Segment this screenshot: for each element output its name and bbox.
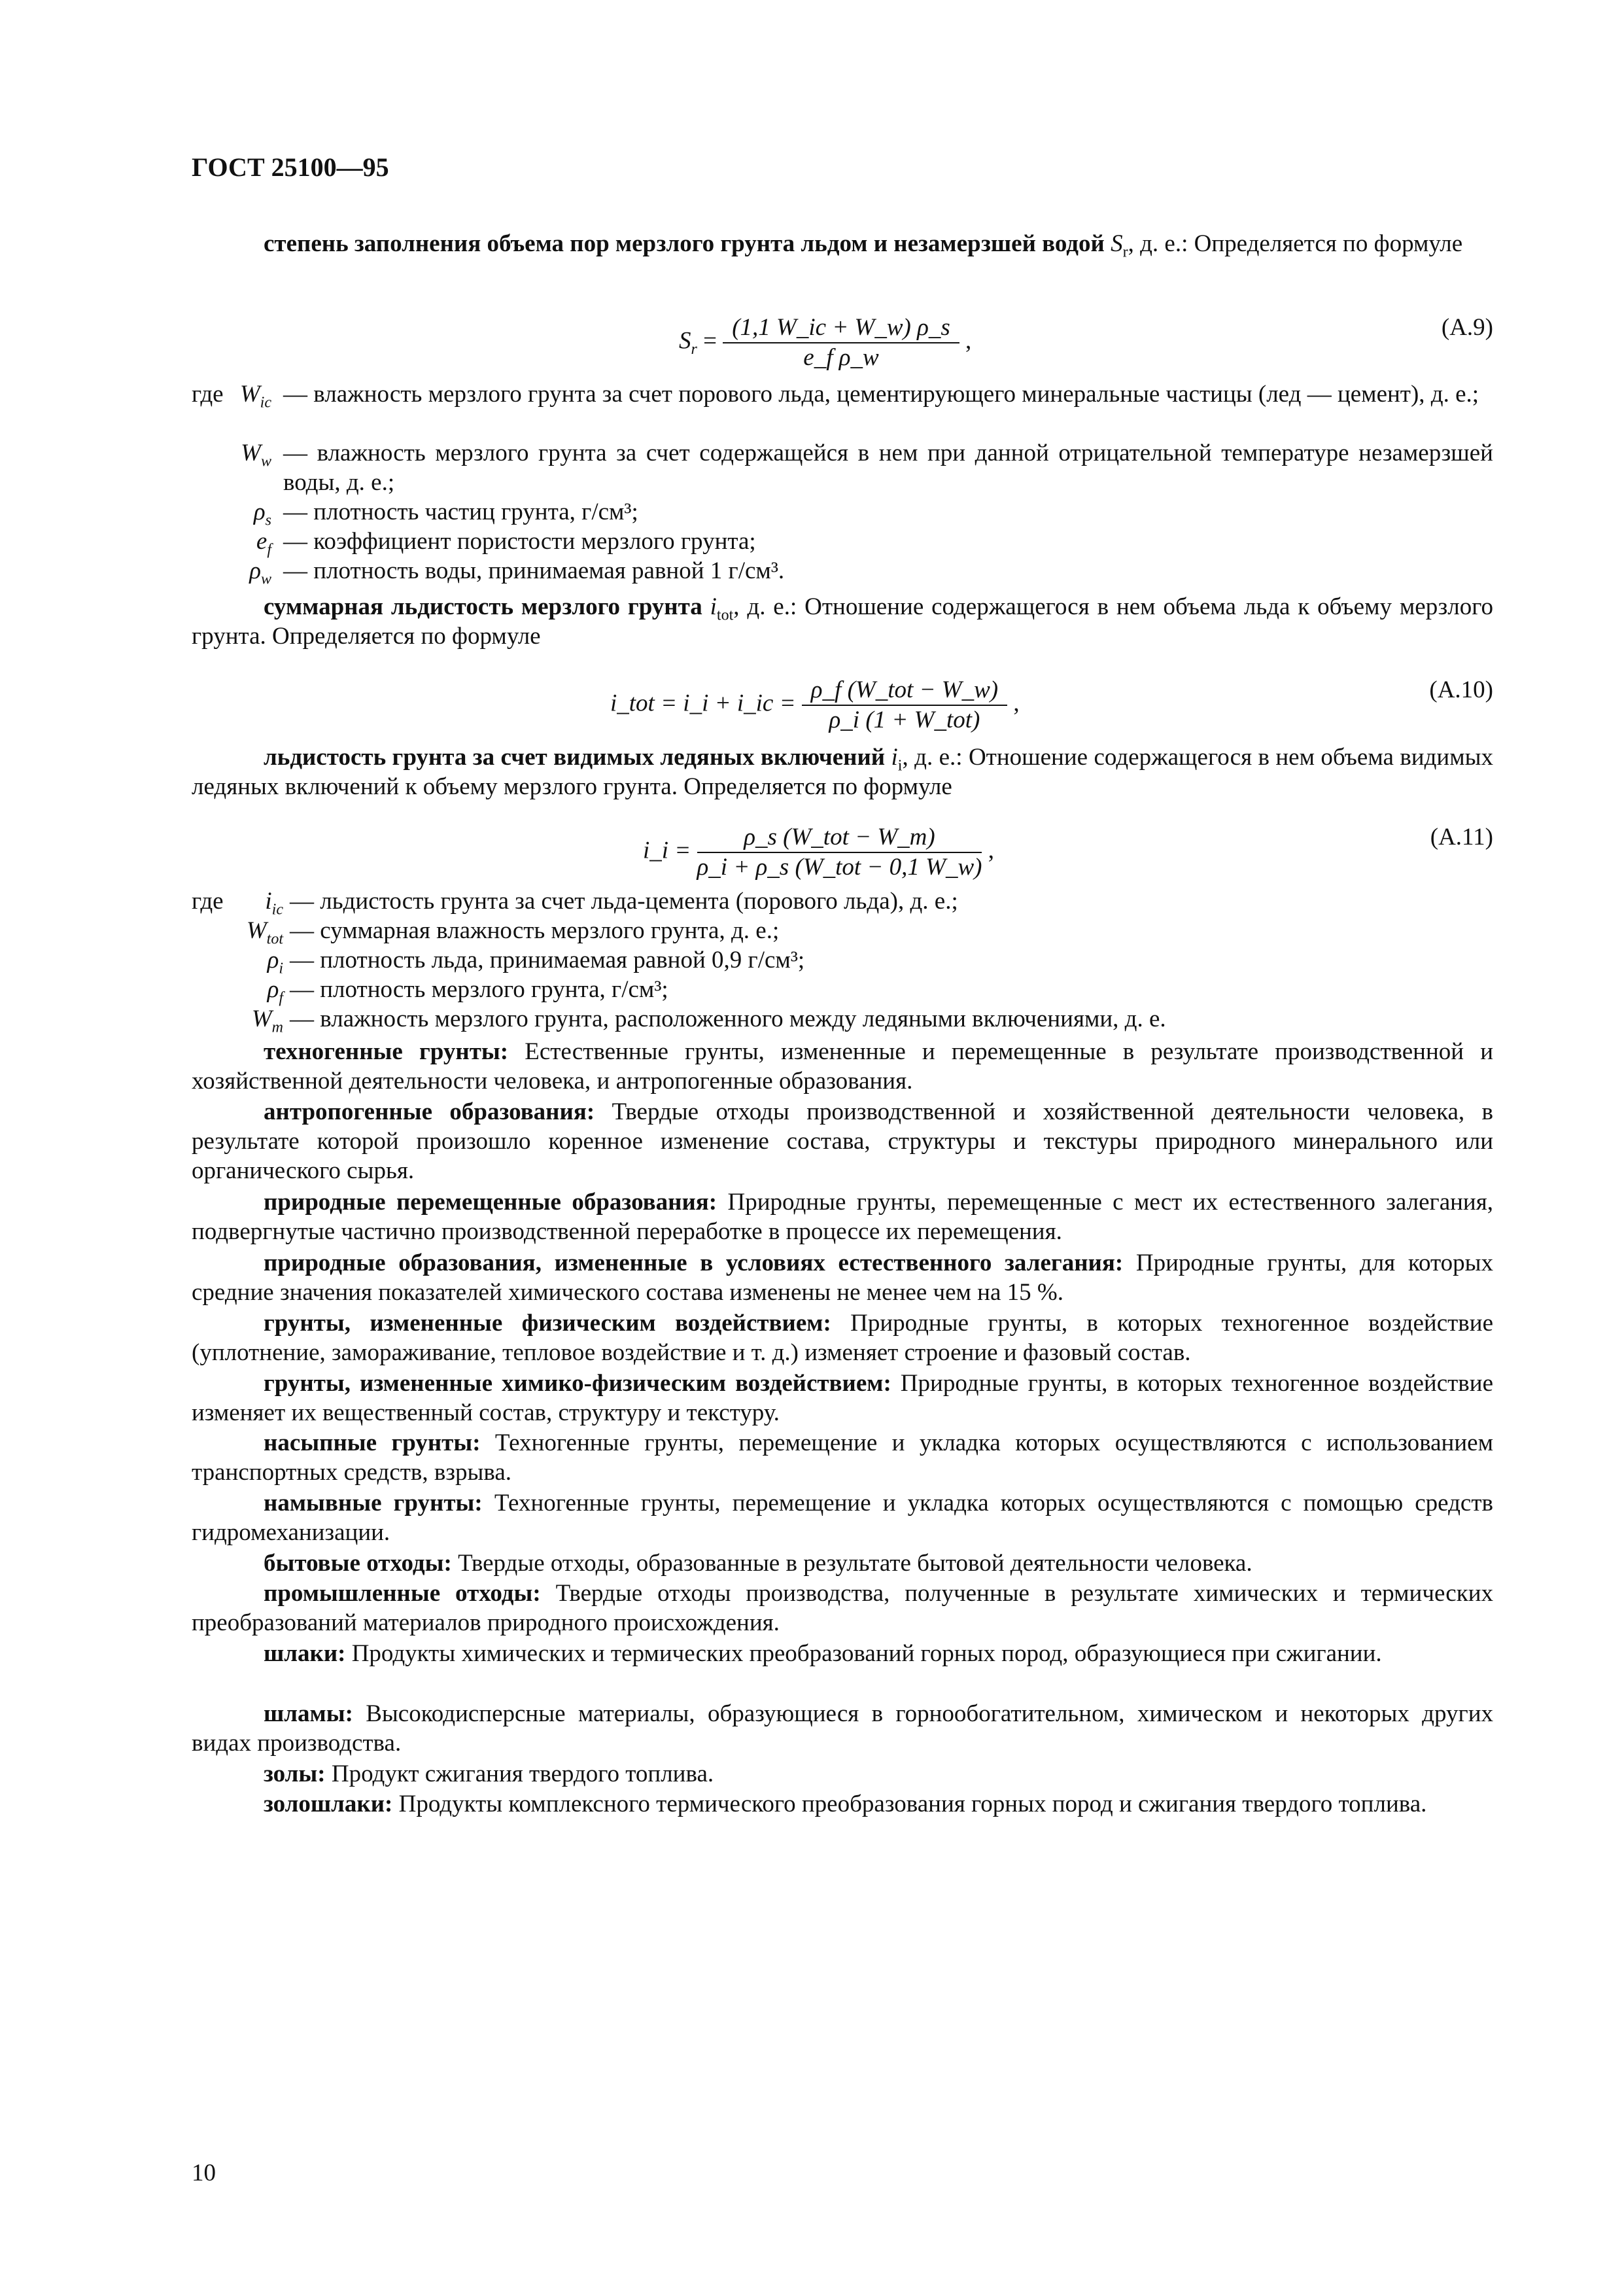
page-number: 10 — [192, 2160, 216, 2186]
fraction-a11: $\frac{\text{ρ\_s (W\_tot − W\_m)}}{\text{ρ\_i + ρ\_s (W\_tot − 0,1 W\_w)}}$ — [697, 824, 982, 881]
definition-paragraph: грунты, измененные физическим воздействием: Природные грунты, в которых техногенное воздействие (уплотнение, замораживание, тепловое воздействие и т. д.) изменяет строение и фазовый состав. — [192, 1310, 1493, 1366]
legend-item: $\rho_w$ — плотность воды, принимаемая равной 1 г/см³. — [249, 557, 785, 588]
definition-paragraph: природные образования, измененные в условиях естественного залегания: Природные грунты, для которых средние значения показателей химического состава изменены не менее чем на 15 %. — [192, 1250, 1493, 1306]
legend-item: $W_m$ — влажность мерзлого грунта, расположенного между ледяными включениями, д. е. — [251, 1006, 1166, 1036]
definition-paragraph: насыпные грунты: Техногенные грунты, перемещение и укладка которых осуществляются с использованием транспортных средств, взрыва. — [192, 1429, 1493, 1486]
fraction-a10: $\frac{\text{ρ\_f (W\_tot − W\_w)}}{\text{ρ\_i (1 + W\_tot)}}$ — [802, 676, 1007, 735]
definition-paragraph: антропогенные образования: Твердые отходы производственной и хозяйственной деятельности человека, в результате которой произошло коренное изменение состава, структуры и текстуры природного минерального или органического сырья. — [192, 1098, 1493, 1184]
equation-label-a9: (А.9) — [1441, 314, 1493, 341]
definition-paragraph: золы: Продукт сжигания твердого топлива. — [264, 1761, 714, 1787]
definition-paragraph: шлаки: Продукты химических и термических преобразований горных пород, образующиеся при сжигании. — [264, 1640, 1382, 1667]
equation-a11: i_i = $\frac{\text{ρ\_s (W\_tot − W\_m)}}{\text{ρ\_i + ρ\_s (W\_tot − 0,1 W\_w)}}$ , (А.11) — [643, 824, 1493, 881]
definition-paragraph: грунты, измененные химико-физическим воздействием: Природные грунты, в которых техногенное воздействие изменяет их вещественный состав, структуру и текстуру. — [192, 1370, 1494, 1426]
legend-a11 — [192, 886, 1493, 1034]
sr-definition: степень заполнения объема пор мерзлого грунта льдом и незамерзшей водой $S_r$, д. е.: Определяется по формуле — [264, 230, 1463, 261]
definition-paragraph: бытовые отходы: Твердые отходы, образованные в результате бытовой деятельности человека. — [264, 1550, 1253, 1577]
definition-paragraph: золошлаки: Продукты комплексного термического преобразования горных пород и сжигания твердого топлива. — [264, 1791, 1427, 1817]
definition-paragraph: природные перемещенные образования: Природные грунты, перемещенные с мест их естественного залегания, подвергнутые частично производственной переработке в процессе их перемещения. — [192, 1189, 1493, 1245]
legend-item: где $W_{ic}$ — влажность мерзлого грунта за счет порового льда, цементирующего минеральные частицы (лед — цемент), д. е.; — [192, 381, 1479, 412]
document-header: ГОСТ 25100—95 — [192, 152, 389, 182]
ii-definition: льдистость грунта за счет видимых ледяных включений $i_i$, д. е.: Отношение содержащегося в нем объема видимых ледяных включений к объему мерзлого грунта. Определяется по формуле — [192, 744, 1493, 800]
equation-label-a10: (А.10) — [1429, 676, 1493, 703]
itot-definition: суммарная льдистость мерзлого грунта $i_{tot}$, д. е.: Отношение содержащегося в нем объема льда к объему мерзлого грунта. Определяется по формуле — [192, 593, 1494, 650]
term-sr: степень заполнения объема пор мерзлого грунта льдом и незамерзшей водой — [264, 230, 1105, 257]
legend-item: $W_{tot}$ — суммарная влажность мерзлого грунта, д. е.; — [246, 917, 780, 948]
legend-a9 — [192, 379, 1493, 586]
legend-item: $\rho_s$ — плотность частиц грунта, г/см³; — [253, 499, 638, 529]
fraction-a9: $\frac{(1,1 W\_ic + W\_w) \rho\_s}{\text{e\_f ρ\_w}}$ — [723, 313, 959, 372]
legend-item: где $i_{ic}$ — льдистость грунта за счет льда-цемента (порового льда), д. е.; — [192, 888, 958, 919]
definition-paragraph: промышленные отходы: Твердые отходы производства, полученные в результате химических и термических преобразований материалов природного происхождения. — [192, 1580, 1493, 1636]
definition-paragraph: техногенные грунты: Естественные грунты, измененные и перемещенные в результате производственной и хозяйственной деятельности человека, и антропогенные образования. — [192, 1038, 1494, 1095]
legend-item: $\rho_f$ — плотность мерзлого грунта, г/см³; — [267, 976, 668, 1007]
definition-paragraph: шламы: Высокодисперсные материалы, образующиеся в горнообогатительном, химическом и некоторых других видах производства. — [192, 1700, 1493, 1757]
symbol-sr: S — [1111, 230, 1123, 257]
legend-item: $W_w$ — влажность мерзлого грунта за счет содержащейся в нем при данной отрицательной температуре незамерзшей воды, д. е.; — [241, 440, 1493, 496]
definition-paragraph: намывные грунты: Техногенные грунты, перемещение и укладка которых осуществляются с помощью средств гидромеханизации. — [192, 1490, 1493, 1546]
term-ii: льдистость грунта за счет видимых ледяных включений — [264, 744, 886, 771]
equation-label-a11: (А.11) — [1430, 824, 1493, 850]
term-itot: суммарная льдистость мерзлого грунта — [264, 593, 702, 620]
legend-item: $\rho_i$ — плотность льда, принимаемая равной 0,9 г/см³; — [267, 947, 805, 977]
legend-item: $e_f$ — коэффициент пористости мерзлого грунта; — [256, 528, 756, 559]
equation-a9: $S_r$ = $\frac{(1,1 W\_ic + W\_w) \rho\_s}{\text{e\_f ρ\_w}}$ , (А.9) — [679, 314, 1493, 371]
equation-a10: i_tot = i_i + i_ic = $\frac{\text{ρ\_f (W\_tot − W\_w)}}{\text{ρ\_i (1 + W\_tot)}}$ , (А.10) — [610, 676, 1493, 733]
